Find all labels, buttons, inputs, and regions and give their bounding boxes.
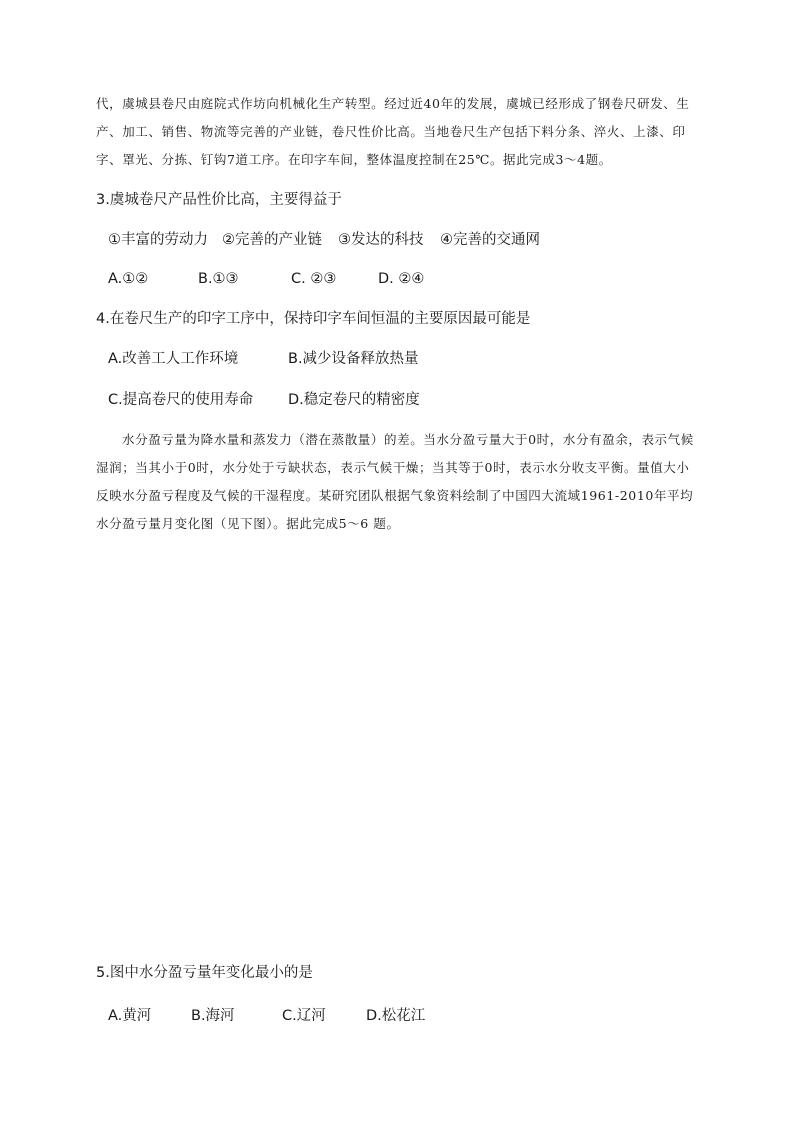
q3-option-c: C. ②③ <box>291 271 337 287</box>
q3-option-d: D. ②④ <box>378 271 425 287</box>
q3-option-b: B.①③ <box>198 271 239 287</box>
question-5-stem: 5.图中水分盈亏量年变化最小的是 <box>96 965 313 981</box>
q4-option-c: C.提高卷尺的使用寿命 <box>108 392 254 408</box>
question-4-stem: 4.在卷尺生产的印字工序中，保持印字车间恒温的主要原因最可能是 <box>96 311 531 327</box>
q4-option-b: B.减少设备释放热量 <box>288 351 419 367</box>
q3-option-a: A.①② <box>108 271 149 287</box>
q5-option-b: B.海河 <box>191 1008 235 1024</box>
passage-juancheng: 代，虞城县卷尺由庭院式作坊向机械化生产转型。经过近40年的发展，虞城已经形成了钢卷尺研发、生产、加工、销售、物流等完善的产业链，卷尺性价比高。当地卷尺生产包括下料分条、淬火、上漆、印字、罩光、分拣、钉钩7道工序。在印字车间，整体温度控制在25℃。据此完成3～4题。 <box>96 96 690 167</box>
q3-item-1: ①丰富的劳动力 <box>108 232 208 248</box>
q5-option-c: C.辽河 <box>282 1008 326 1024</box>
q5-option-d: D.松花江 <box>366 1008 426 1024</box>
question-3-stem: 3.虞城卷尺产品性价比高，主要得益于 <box>96 192 342 208</box>
q4-option-a: A.改善工人工作环境 <box>108 351 239 367</box>
q3-item-3: ③发达的科技 <box>338 232 424 248</box>
q3-item-4: ④完善的交通网 <box>440 232 540 248</box>
figure-placeholder <box>96 545 702 955</box>
q3-item-2: ②完善的产业链 <box>222 232 322 248</box>
passage-water-balance: 水分盈亏量为降水量和蒸发力（潜在蒸散量）的差。当水分盈亏量大于0时，水分有盈余，表示气候湿润；当其小于0时，水分处于亏缺状态，表示气候干燥；当其等于0时，表示水分收支平衡。量值大小反映水分盈亏程度及气候的干湿程度。某研究团队根据气象资料绘制了中国四大流域1961-2010年平均水分盈亏量月变化图（见下图）。据此完成5～6 题。 <box>96 432 694 531</box>
q4-option-d: D.稳定卷尺的精密度 <box>288 392 420 408</box>
q5-option-a: A.黄河 <box>108 1008 152 1024</box>
